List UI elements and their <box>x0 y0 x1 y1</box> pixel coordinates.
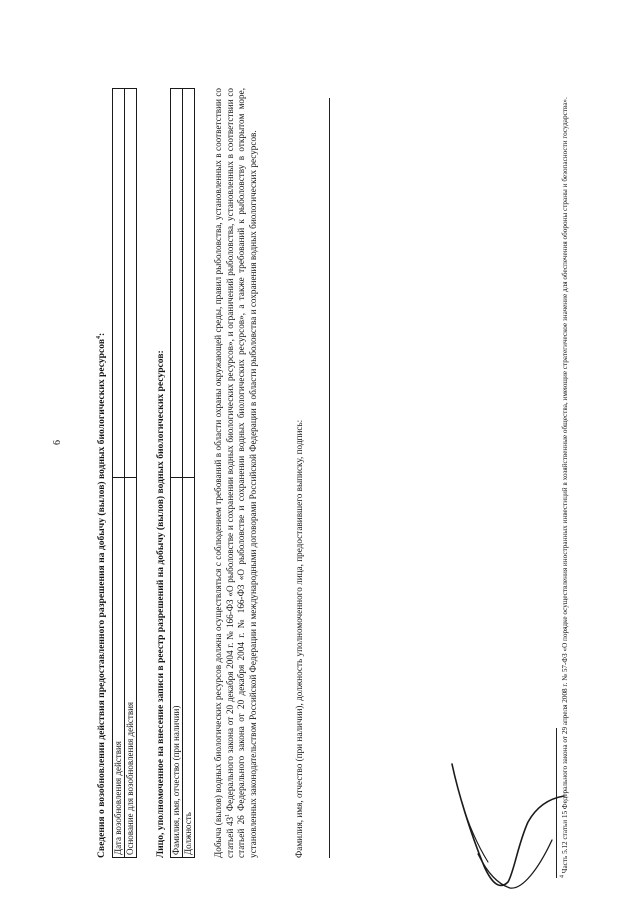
person-table <box>170 88 195 858</box>
resumption-table <box>112 88 137 858</box>
table-row <box>112 89 124 858</box>
handwritten-signature <box>448 762 584 894</box>
resumption-basis-label: Основание для возобновления действия <box>124 478 136 858</box>
legal-paragraph: Добыча (вылов) водных биологических ресурсов должна осуществляться с соблюдением требований в области охраны окружающей среды, правил рыболовства, установленных в соответствии со статьей $43^1$ Федерального закона от 20 декабря 2004 г. № 166-ФЗ «О рыболовстве и сохранении водных биологических ресурсов», и ограничений рыболовства, установленных в соответствии со статьей 26 Федерального закона от 20 декабря 2004 г. № 166-ФЗ «О рыболовстве и сохранении водных биологических ресурсов», а также требований к рыболовству в открытом море, установленных законодательством Российской Федерации и международными договорами Российской Федерации в области рыболовства и сохранения водных биологических ресурсов. <box>213 88 258 858</box>
signature-label: Фамилия, имя, отчество (при наличии), должность уполномоченного лица, предоставившего выписку, подпись: <box>293 419 304 858</box>
resumption-date-label: Дата возобновления действия <box>112 478 124 858</box>
resumption-basis-value <box>124 89 136 478</box>
table-row <box>171 89 183 858</box>
document-content <box>96 88 330 858</box>
signature-line <box>305 98 330 858</box>
resumption-heading: Сведения о возобновлении действия предоставленного разрешения на добычу (вылов) водных биологических ресурсов$^4$: <box>95 332 107 858</box>
table-row <box>124 89 136 858</box>
person-position-value <box>183 89 195 478</box>
table-row <box>183 89 195 858</box>
footnote: $^4$ Часть 5.12 статьи 15 Федерального закона от 29 апреля 2008 г. № 57-ФЗ «О порядке осуществления иностранных инвестиций в хозяйственные общества, имеющие стратегическое значение для обеспечения обороны страны и безопасности государства». <box>559 97 569 878</box>
person-name-value <box>171 89 183 478</box>
person-position-label: Должность <box>183 478 195 858</box>
resumption-date-value <box>112 89 124 478</box>
page-number: 6 <box>52 440 63 445</box>
person-heading: Лицо, уполномоченное на внесение записи в реестр разрешений на добычу (вылов) водных биологических ресурсов: <box>154 350 166 858</box>
person-name-label: Фамилия, имя, отчество (при наличии) <box>171 478 183 858</box>
